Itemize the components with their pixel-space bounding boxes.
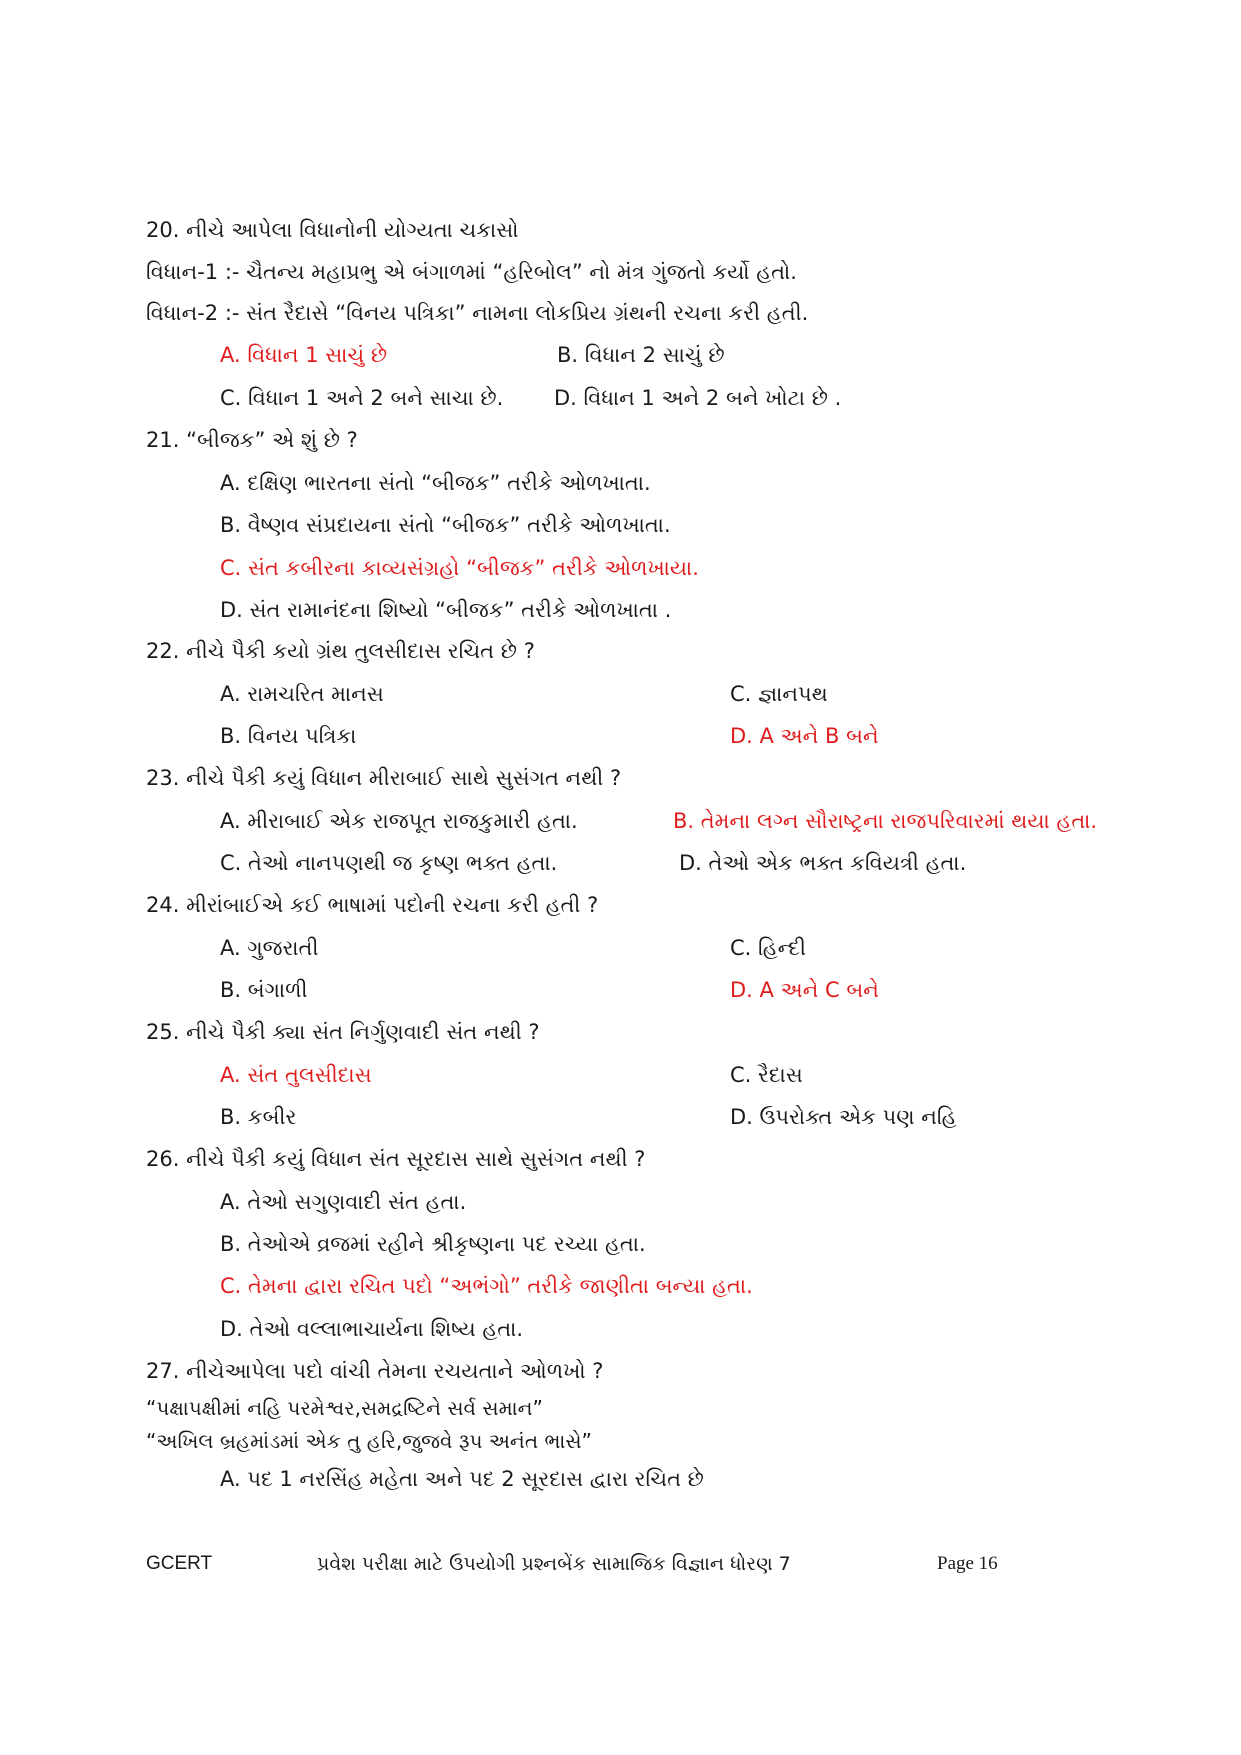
question-26-option-b: B. તેઓએ વ્રજમાં રહીને શ્રીકૃષ્ણના પદ રચ્યા હતા.	[220, 1232, 646, 1256]
question-21-option-a: A. દક્ષિણ ભારતના સંતો “બીજક” તરીકે ઓળખાતા.	[220, 471, 651, 495]
page-number: Page 16	[937, 1553, 998, 1574]
question-27-quote-2: “અખિલ બ્રહમાંડમાં એક તુ હરિ,જુજવે રૂપ અનંત ભાસે”	[146, 1429, 592, 1453]
question-27-title: 27. નીચેઆપેલા પદો વાંચી તેમના રચયતાને ઓળખો ?	[146, 1359, 604, 1383]
question-22-option-a: A. રામચરિત માનસ	[220, 682, 384, 706]
question-21-option-d: D. સંત રામાનંદના શિષ્યો “બીજક” તરીકે ઓળખાતા .	[220, 598, 672, 622]
question-24-option-c: C. હિન્દી	[730, 936, 806, 960]
question-21-title: 21. “બીજક” એ શું છે ?	[146, 428, 358, 452]
question-26-option-d: D. તેઓ વલ્લાભાચાર્યના શિષ્ય હતા.	[220, 1317, 524, 1341]
question-23-option-b: B. તેમના લગ્ન સૌરાષ્ટ્રના રાજપરિવારમાં થયા હતા.	[673, 809, 1098, 833]
question-23-option-c: C. તેઓ નાનપણથી જ કૃષ્ણ ભક્ત હતા.	[220, 851, 558, 875]
question-20-statement-2: વિધાન-2 :- સંત રૈદાસે “વિનય પત્રિકા” નામના લોકપ્રિય ગ્રંથની રચના કરી હતી.	[146, 301, 809, 325]
question-24-option-d: D. A અને C બને	[730, 978, 879, 1002]
question-20-option-c: C. વિધાન 1 અને 2 બને સાચા છે.	[220, 386, 504, 410]
question-26-title: 26. નીચે પૈકી કયું વિધાન સંત સૂરદાસ સાથે સુસંગત નથી ?	[146, 1147, 646, 1171]
question-26-option-c: C. તેમના દ્વારા રચિત પદો “અભંગો” તરીકે જાણીતા બન્યા હતા.	[220, 1274, 753, 1298]
question-20-option-b: B. વિધાન 2 સાચું છે	[557, 343, 725, 367]
question-23-option-a: A. મીરાબાઈ એક રાજપૂત રાજકુમારી હતા.	[220, 809, 578, 833]
question-25-option-d: D. ઉપરોક્ત એક પણ નહિ	[730, 1105, 957, 1129]
question-20-statement-1: વિધાન-1 :- ચૈતન્ય મહાપ્રભુ એ બંગાળમાં “હરિબોલ” નો મંત્ર ગુંજતો કર્યો હતો.	[146, 260, 797, 284]
question-25-option-b: B. કબીર	[220, 1105, 297, 1129]
question-20-option-a: A. વિધાન 1 સાચું છે	[220, 343, 388, 367]
question-21-option-b: B. વૈષ્ણવ સંપ્રદાયના સંતો “બીજક” તરીકે ઓળખાતા.	[220, 513, 671, 537]
footer-title: પ્રવેશ પરીક્ષા માટે ઉપયોગી પ્રશ્નબેંક સામાજિક વિજ્ઞાન ધોરણ 7	[317, 1553, 791, 1575]
question-22-option-b: B. વિનય પત્રિકા	[220, 724, 357, 748]
footer-publisher: GCERT	[146, 1553, 213, 1574]
question-23-title: 23. નીચે પૈકી કયું વિધાન મીરાબાઈ સાથે સુસંગત નથી ?	[146, 766, 622, 790]
question-25-option-a: A. સંત તુલસીદાસ	[220, 1063, 372, 1087]
question-27-quote-1: “પક્ષાપક્ષીમાં નહિ પરમેશ્વર,સમદ્રષ્ટિને સર્વ સમાન”	[146, 1396, 543, 1420]
question-24-option-b: B. બંગાળી	[220, 978, 308, 1002]
question-23-option-d: D. તેઓ એક ભક્ત કવિયત્રી હતા.	[679, 851, 967, 875]
question-25-option-c: C. રૈદાસ	[730, 1063, 803, 1087]
question-22-option-c: C. જ્ઞાનપથ	[730, 682, 828, 706]
question-22-title: 22. નીચે પૈકી કયો ગ્રંથ તુલસીદાસ રચિત છે ?	[146, 639, 535, 663]
question-20-option-d: D. વિધાન 1 અને 2 બને ખોટા છે .	[554, 386, 842, 410]
question-27-option-a: A. પદ 1 નરસિંહ મહેતા અને પદ 2 સૂરદાસ દ્વારા રચિત છે	[220, 1467, 704, 1491]
question-22-option-d: D. A અને B બને	[730, 724, 879, 748]
question-24-title: 24. મીરાંબાઈએ કઈ ભાષામાં પદોની રચના કરી હતી ?	[146, 893, 599, 917]
question-26-option-a: A. તેઓ સગુણવાદી સંત હતા.	[220, 1190, 467, 1214]
question-25-title: 25. નીચે પૈકી ક્યા સંત નિર્ગુણવાદી સંત નથી ?	[146, 1020, 540, 1044]
question-20-title: 20. નીચે આપેલા વિધાનોની યોગ્યતા ચકાસો	[146, 218, 519, 242]
question-21-option-c: C. સંત કબીરના કાવ્યસંગ્રહો “બીજક” તરીકે ઓળખાયા.	[220, 556, 699, 580]
question-24-option-a: A. ગુજરાતી	[220, 936, 319, 960]
